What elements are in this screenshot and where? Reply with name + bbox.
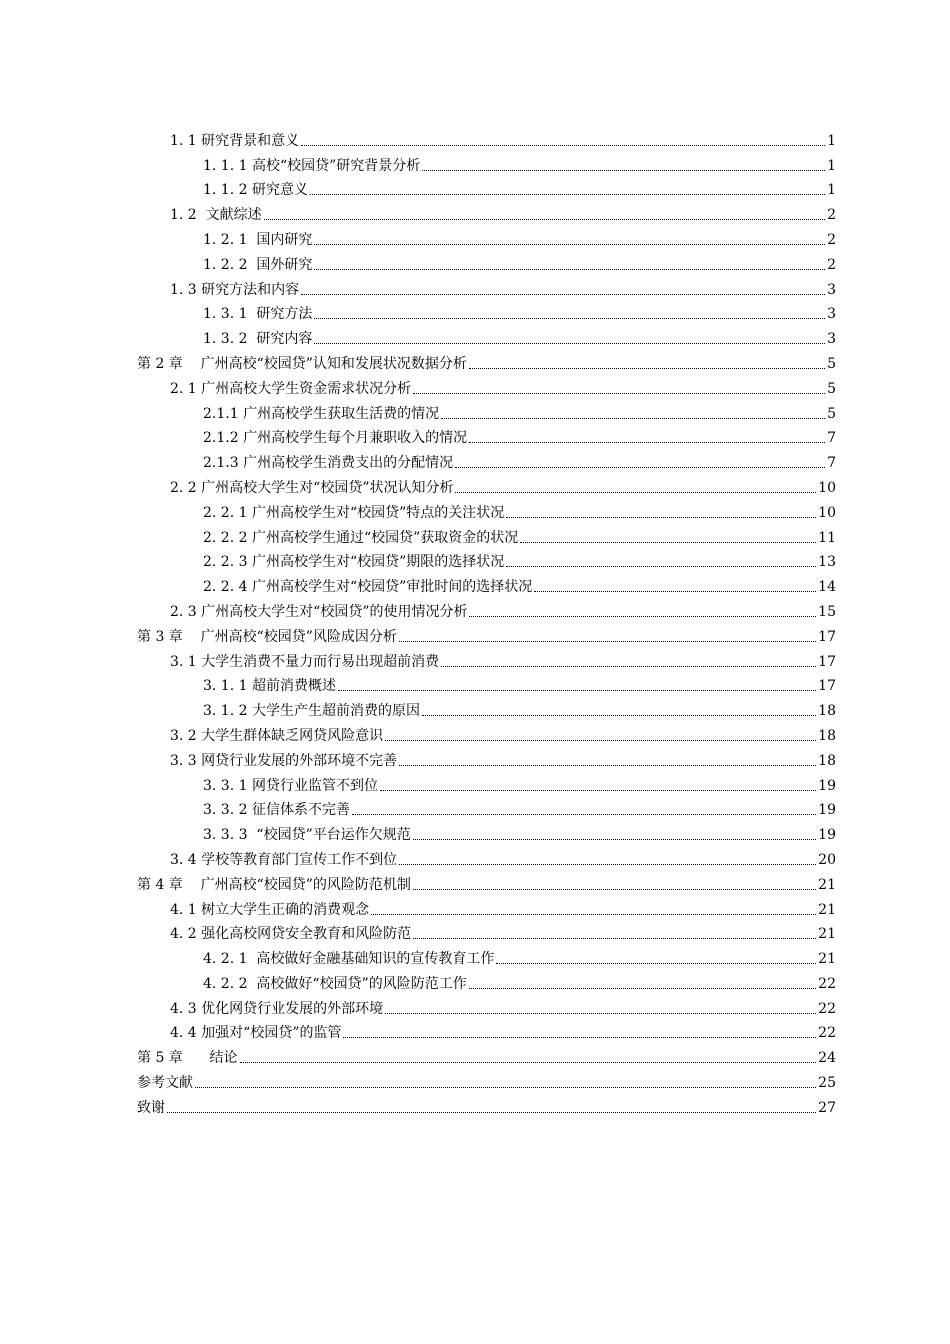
toc-dot-leader <box>338 690 816 691</box>
toc-dot-leader <box>301 145 825 146</box>
toc-entry[interactable] <box>0 150 836 175</box>
toc-entry-title: 2. 2. 1 广州高校学生对“校园贷”特点的关注状况 <box>203 504 505 521</box>
toc-entry-page-number: 17 <box>818 678 836 695</box>
toc-dot-leader <box>422 715 816 716</box>
toc-dot-leader <box>399 641 816 642</box>
toc-entry-page-number: 20 <box>818 851 836 868</box>
toc-entry-title: 2.1.1 广州高校学生获取生活费的情况 <box>203 405 440 422</box>
toc-entry[interactable] <box>0 299 836 324</box>
toc-entry-title: 3. 4 学校等教育部门宣传工作不到位 <box>170 851 398 868</box>
toc-entry-page-number: 5 <box>827 405 836 422</box>
toc-entry-page-number: 21 <box>818 951 836 968</box>
toc-entry-page-number: 27 <box>818 1099 836 1116</box>
toc-entry-title: 3. 3 网贷行业发展的外部环境不完善 <box>170 752 398 769</box>
toc-dot-leader <box>469 368 825 369</box>
toc-entry-title: 3. 1. 2 大学生产生超前消费的原因 <box>203 703 420 720</box>
toc-dot-leader <box>496 963 816 964</box>
toc-entry[interactable] <box>0 919 836 944</box>
toc-entry-page-number: 19 <box>818 827 836 844</box>
toc-entry-title: 第 4 章 广州高校“校园贷”的风险防范机制 <box>137 876 411 893</box>
toc-entry[interactable] <box>0 249 836 274</box>
toc-entry[interactable] <box>0 1067 836 1092</box>
toc-entry-title: 1. 2 文献综述 <box>170 207 262 224</box>
toc-entry-page-number: 24 <box>818 1050 836 1067</box>
toc-entry[interactable] <box>0 348 836 373</box>
toc-entry-title: 3. 1. 1 超前消费概述 <box>203 678 336 695</box>
toc-dot-leader <box>264 219 825 220</box>
toc-dot-leader <box>352 814 816 815</box>
toc-dot-leader <box>413 839 816 840</box>
toc-entry[interactable] <box>0 398 836 423</box>
toc-entry-page-number: 17 <box>818 628 836 645</box>
toc-entry-page-number: 21 <box>818 876 836 893</box>
toc-dot-leader <box>195 1087 816 1088</box>
toc-entry-title: 1. 3 研究方法和内容 <box>170 281 300 298</box>
toc-entry-title: 第 2 章 广州高校“校园贷”认知和发展状况数据分析 <box>137 355 467 372</box>
toc-entry-title: 1. 3. 2 研究内容 <box>203 331 313 348</box>
toc-entry[interactable] <box>0 571 836 596</box>
toc-entry-title: 2. 2 广州高校大学生对“校园贷”状况认知分析 <box>170 479 454 496</box>
toc-entry[interactable] <box>0 695 836 720</box>
toc-entry-title: 4. 3 优化网贷行业发展的外部环境 <box>170 1000 384 1017</box>
toc-entry-title: 1. 1. 2 研究意义 <box>203 182 308 199</box>
toc-dot-leader <box>314 269 825 270</box>
toc-entry-page-number: 3 <box>827 281 836 298</box>
toc-entry-page-number: 18 <box>818 727 836 744</box>
toc-entry-page-number: 7 <box>827 430 836 447</box>
toc-entry-page-number: 2 <box>827 231 836 248</box>
toc-entry[interactable] <box>0 274 836 299</box>
toc-dot-leader <box>520 542 816 543</box>
toc-dot-leader <box>469 616 816 617</box>
toc-dot-leader <box>343 1037 816 1038</box>
toc-entry[interactable] <box>0 547 836 572</box>
toc-entry-title: 4. 2 强化高校网贷安全教育和风险防范 <box>170 926 412 943</box>
toc-entry-page-number: 11 <box>818 529 836 546</box>
toc-dot-leader <box>240 1062 817 1063</box>
toc-dot-leader <box>422 170 825 171</box>
toc-dot-leader <box>314 318 825 319</box>
toc-entry-page-number: 13 <box>818 554 836 571</box>
toc-entry[interactable] <box>0 844 836 869</box>
toc-entry-page-number: 1 <box>827 182 836 199</box>
toc-entry-title: 3. 2 大学生群体缺乏网贷风险意识 <box>170 727 384 744</box>
toc-dot-leader <box>314 244 825 245</box>
toc-entry-page-number: 22 <box>818 975 836 992</box>
toc-entry-title: 2.1.2 广州高校学生每个月兼职收入的情况 <box>203 430 468 447</box>
toc-entry[interactable] <box>0 646 836 671</box>
toc-dot-leader <box>455 467 825 468</box>
toc-entry-page-number: 3 <box>827 306 836 323</box>
toc-entry-title: 4. 1 树立大学生正确的消费观念 <box>170 901 370 918</box>
toc-entry-title: 1. 2. 2 国外研究 <box>203 256 313 273</box>
toc-entry-page-number: 10 <box>818 504 836 521</box>
toc-entry-page-number: 5 <box>827 355 836 372</box>
toc-entry-title: 4. 4 加强对“校园贷”的监管 <box>170 1025 342 1042</box>
toc-entry-title: 2. 3 广州高校大学生对“校园贷”的使用情况分析 <box>170 603 468 620</box>
toc-entry-title: 2. 1 广州高校大学生资金需求状况分析 <box>170 380 412 397</box>
toc-entry-title: 1. 2. 1 国内研究 <box>203 231 313 248</box>
toc-entry[interactable] <box>0 1018 836 1043</box>
toc-dot-leader <box>469 442 825 443</box>
toc-entry-page-number: 10 <box>818 479 836 496</box>
toc-entry-title: 致谢 <box>137 1099 165 1116</box>
toc-entry-title: 第 3 章 广州高校“校园贷”风险成因分析 <box>137 628 397 645</box>
toc-dot-leader <box>399 765 816 766</box>
toc-entry-title: 3. 3. 3 “校园贷”平台运作欠规范 <box>203 827 411 844</box>
toc-entry[interactable] <box>0 621 836 646</box>
toc-entry[interactable] <box>0 993 836 1018</box>
toc-entry[interactable] <box>0 175 836 200</box>
toc-entry-title: 1. 1. 1 高校“校园贷”研究背景分析 <box>203 157 421 174</box>
toc-entry[interactable] <box>0 596 836 621</box>
toc-dot-leader <box>301 294 825 295</box>
toc-entry-title: 2. 2. 2 广州高校学生通过“校园贷”获取资金的状况 <box>203 529 519 546</box>
toc-entry-page-number: 19 <box>818 777 836 794</box>
toc-entry-page-number: 18 <box>818 703 836 720</box>
toc-entry[interactable] <box>0 819 836 844</box>
toc-entry[interactable] <box>0 770 836 795</box>
toc-entry[interactable] <box>0 745 836 770</box>
table-of-contents <box>0 125 950 1117</box>
toc-entry-title: 1. 1 研究背景和意义 <box>170 132 300 149</box>
toc-entry[interactable] <box>0 199 836 224</box>
toc-entry-page-number: 2 <box>827 256 836 273</box>
toc-dot-leader <box>469 988 816 989</box>
toc-dot-leader <box>455 492 816 493</box>
toc-dot-leader <box>314 343 825 344</box>
toc-dot-leader <box>413 938 816 939</box>
toc-dot-leader <box>534 591 816 592</box>
toc-dot-leader <box>413 393 825 394</box>
toc-entry-title: 3. 3. 2 征信体系不完善 <box>203 802 350 819</box>
toc-entry-page-number: 22 <box>818 1000 836 1017</box>
toc-entry[interactable] <box>0 522 836 547</box>
toc-entry[interactable] <box>0 671 836 696</box>
toc-entry-title: 2. 2. 3 广州高校学生对“校园贷”期限的选择状况 <box>203 554 505 571</box>
toc-entry-page-number: 21 <box>818 901 836 918</box>
toc-entry-title: 3. 1 大学生消费不量力而行易出现超前消费 <box>170 653 440 670</box>
toc-entry[interactable] <box>0 1042 836 1067</box>
toc-entry[interactable] <box>0 720 836 745</box>
toc-entry-page-number: 19 <box>818 802 836 819</box>
toc-entry[interactable] <box>0 1092 836 1117</box>
toc-entry-title: 3. 3. 1 网贷行业监管不到位 <box>203 777 378 794</box>
toc-entry-page-number: 22 <box>818 1025 836 1042</box>
toc-dot-leader <box>506 517 816 518</box>
toc-entry-page-number: 18 <box>818 752 836 769</box>
toc-entry-page-number: 15 <box>818 603 836 620</box>
toc-entry[interactable] <box>0 894 836 919</box>
toc-entry-page-number: 2 <box>827 207 836 224</box>
toc-entry-page-number: 3 <box>827 331 836 348</box>
toc-entry[interactable] <box>0 373 836 398</box>
toc-dot-leader <box>413 889 816 890</box>
toc-entry-page-number: 1 <box>827 132 836 149</box>
toc-entry[interactable] <box>0 795 836 820</box>
toc-entry-page-number: 25 <box>818 1075 836 1092</box>
toc-entry[interactable] <box>0 968 836 993</box>
toc-entry-page-number: 5 <box>827 380 836 397</box>
toc-entry[interactable] <box>0 869 836 894</box>
toc-entry-title: 第 5 章 结论 <box>137 1050 238 1067</box>
toc-dot-leader <box>167 1112 816 1113</box>
toc-dot-leader <box>506 566 816 567</box>
toc-entry-page-number: 21 <box>818 926 836 943</box>
toc-dot-leader <box>441 666 816 667</box>
toc-dot-leader <box>385 740 816 741</box>
toc-entry-page-number: 14 <box>818 579 836 596</box>
toc-entry[interactable] <box>0 125 836 150</box>
toc-dot-leader <box>385 1013 816 1014</box>
toc-entry[interactable] <box>0 447 836 472</box>
toc-dot-leader <box>380 790 816 791</box>
toc-entry-page-number: 7 <box>827 455 836 472</box>
toc-entry-page-number: 1 <box>827 157 836 174</box>
toc-entry[interactable] <box>0 497 836 522</box>
toc-entry-title: 4. 2. 1 高校做好金融基础知识的宣传教育工作 <box>203 951 495 968</box>
toc-entry[interactable] <box>0 472 836 497</box>
toc-entry-page-number: 17 <box>818 653 836 670</box>
toc-dot-leader <box>441 418 825 419</box>
toc-entry-title: 1. 3. 1 研究方法 <box>203 306 313 323</box>
toc-dot-leader <box>399 864 816 865</box>
toc-entry[interactable] <box>0 423 836 448</box>
toc-entry-title: 4. 2. 2 高校做好“校园贷”的风险防范工作 <box>203 975 467 992</box>
toc-entry-title: 参考文献 <box>137 1075 193 1092</box>
toc-entry[interactable] <box>0 943 836 968</box>
toc-dot-leader <box>371 914 816 915</box>
toc-entry-title: 2.1.3 广州高校学生消费支出的分配情况 <box>203 455 454 472</box>
toc-entry[interactable] <box>0 224 836 249</box>
toc-dot-leader <box>310 194 825 195</box>
toc-entry-title: 2. 2. 4 广州高校学生对“校园贷”审批时间的选择状况 <box>203 579 533 596</box>
toc-entry[interactable] <box>0 323 836 348</box>
